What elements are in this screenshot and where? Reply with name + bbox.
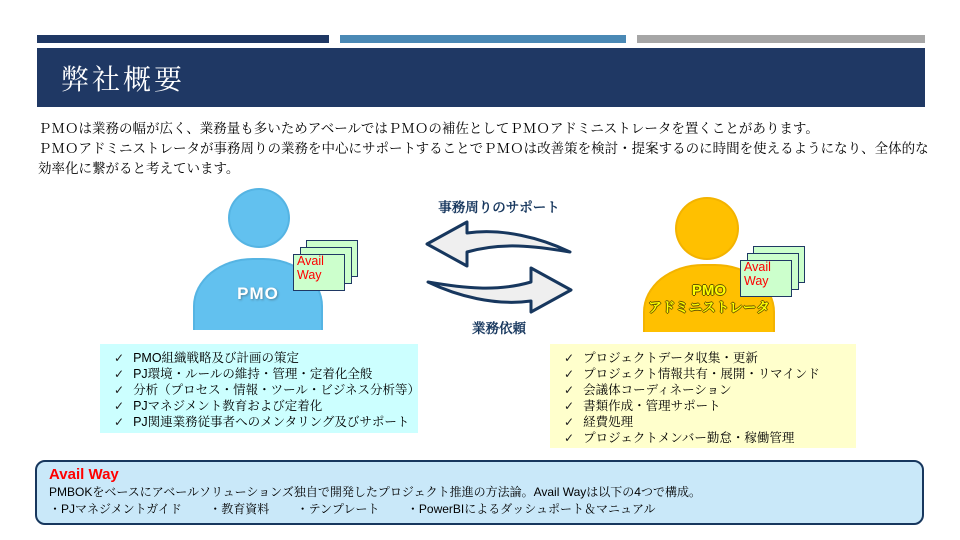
list-item: ✓ PMO組織戦略及び計画の策定 [114, 351, 300, 365]
check-icon: ✓ [114, 399, 125, 413]
check-icon: ✓ [564, 431, 575, 445]
component-item: ・PowerBIによるダッシュポート＆マニュアル [406, 502, 656, 516]
accent-bar-navy [37, 35, 329, 43]
support-arrow-icon [427, 222, 570, 266]
admin-avatar-head [675, 197, 739, 260]
check-icon: ✓ [564, 351, 575, 365]
intro-paragraph [38, 119, 933, 179]
avail-way-cards-left [293, 240, 359, 294]
admin-task-list [550, 344, 856, 448]
check-icon: ✓ [564, 399, 575, 413]
check-icon: ✓ [564, 383, 575, 397]
accent-bar-gray [637, 35, 925, 43]
check-icon: ✓ [114, 367, 125, 381]
list-item: ✓ プロジェクトデータ収集・更新 [564, 351, 758, 365]
avail-way-components [49, 501, 910, 518]
avail-way-title: Avail Way [49, 466, 119, 483]
pmo-task-list [100, 344, 418, 433]
component-item: ・PJマネジメントガイド [49, 502, 182, 516]
check-icon: ✓ [564, 415, 575, 429]
support-arrow-label: 事務周りのサポート [438, 200, 560, 215]
request-arrow-icon [428, 268, 571, 312]
list-item: ✓ PJマネジメント教育および定着化 [114, 399, 323, 413]
list-item: ✓ PJ環境・ルールの維持・管理・定着化全般 [114, 367, 373, 381]
title-band [37, 48, 925, 107]
request-arrow-label: 業務依頼 [472, 321, 526, 336]
card-label: Avail Way [297, 254, 324, 282]
list-item: ✓ プロジェクト情報共有・展開・リマインド [564, 367, 820, 381]
check-icon: ✓ [114, 415, 125, 429]
avail-way-box [35, 460, 924, 525]
list-item: ✓ 会議体コーディネーション [564, 383, 732, 397]
list-item: ✓ 書類作成・管理サポート [564, 399, 721, 413]
avail-way-description: PMBOKをベースにアベールソリューションズ独自で開発したプロジェクト推進の方法論。Avail Wayは以下の4つで構成。 [49, 485, 701, 499]
pmo-avatar-label: PMO [237, 284, 279, 303]
card-label: Avail Way [744, 260, 771, 288]
exchange-arrows [423, 216, 575, 316]
component-item: ・テンプレート [296, 502, 380, 516]
list-item: ✓ プロジェクトメンバー勤怠・稼働管理 [564, 431, 795, 445]
check-icon: ✓ [114, 383, 125, 397]
list-item: ✓ 経費処理 [564, 415, 634, 429]
check-icon: ✓ [564, 367, 575, 381]
check-icon: ✓ [114, 351, 125, 365]
intro-line: 効率化に繋がると考えています。 [38, 161, 240, 176]
page-title: 弊社概要 [61, 63, 186, 95]
accent-bar-blue [340, 35, 626, 43]
intro-line: ＰＭＯアドミニストレータが事務周りの業務を中心にサポートすることでＰＭＯは改善策を検討・提案するのに時間を使えるようになり、全体的な [38, 141, 929, 156]
list-item: ✓ PJ関連業務従事者へのメンタリング及びサポート [114, 415, 410, 429]
pmo-avatar-head [228, 188, 290, 248]
list-item: ✓ 分析（プロセス・情報・ツール・ビジネス分析等） [114, 383, 420, 397]
intro-line: ＰＭＯは業務の幅が広く、業務量も多いためアベールではＰＭＯの補佐としてＰＭＯアドミニストレータを置くことがあります。 [38, 121, 819, 136]
component-item: ・教育資料 [209, 502, 270, 516]
avail-way-cards-right [740, 246, 806, 300]
admin-avatar-label: PMO アドミニストレータ [648, 282, 770, 315]
